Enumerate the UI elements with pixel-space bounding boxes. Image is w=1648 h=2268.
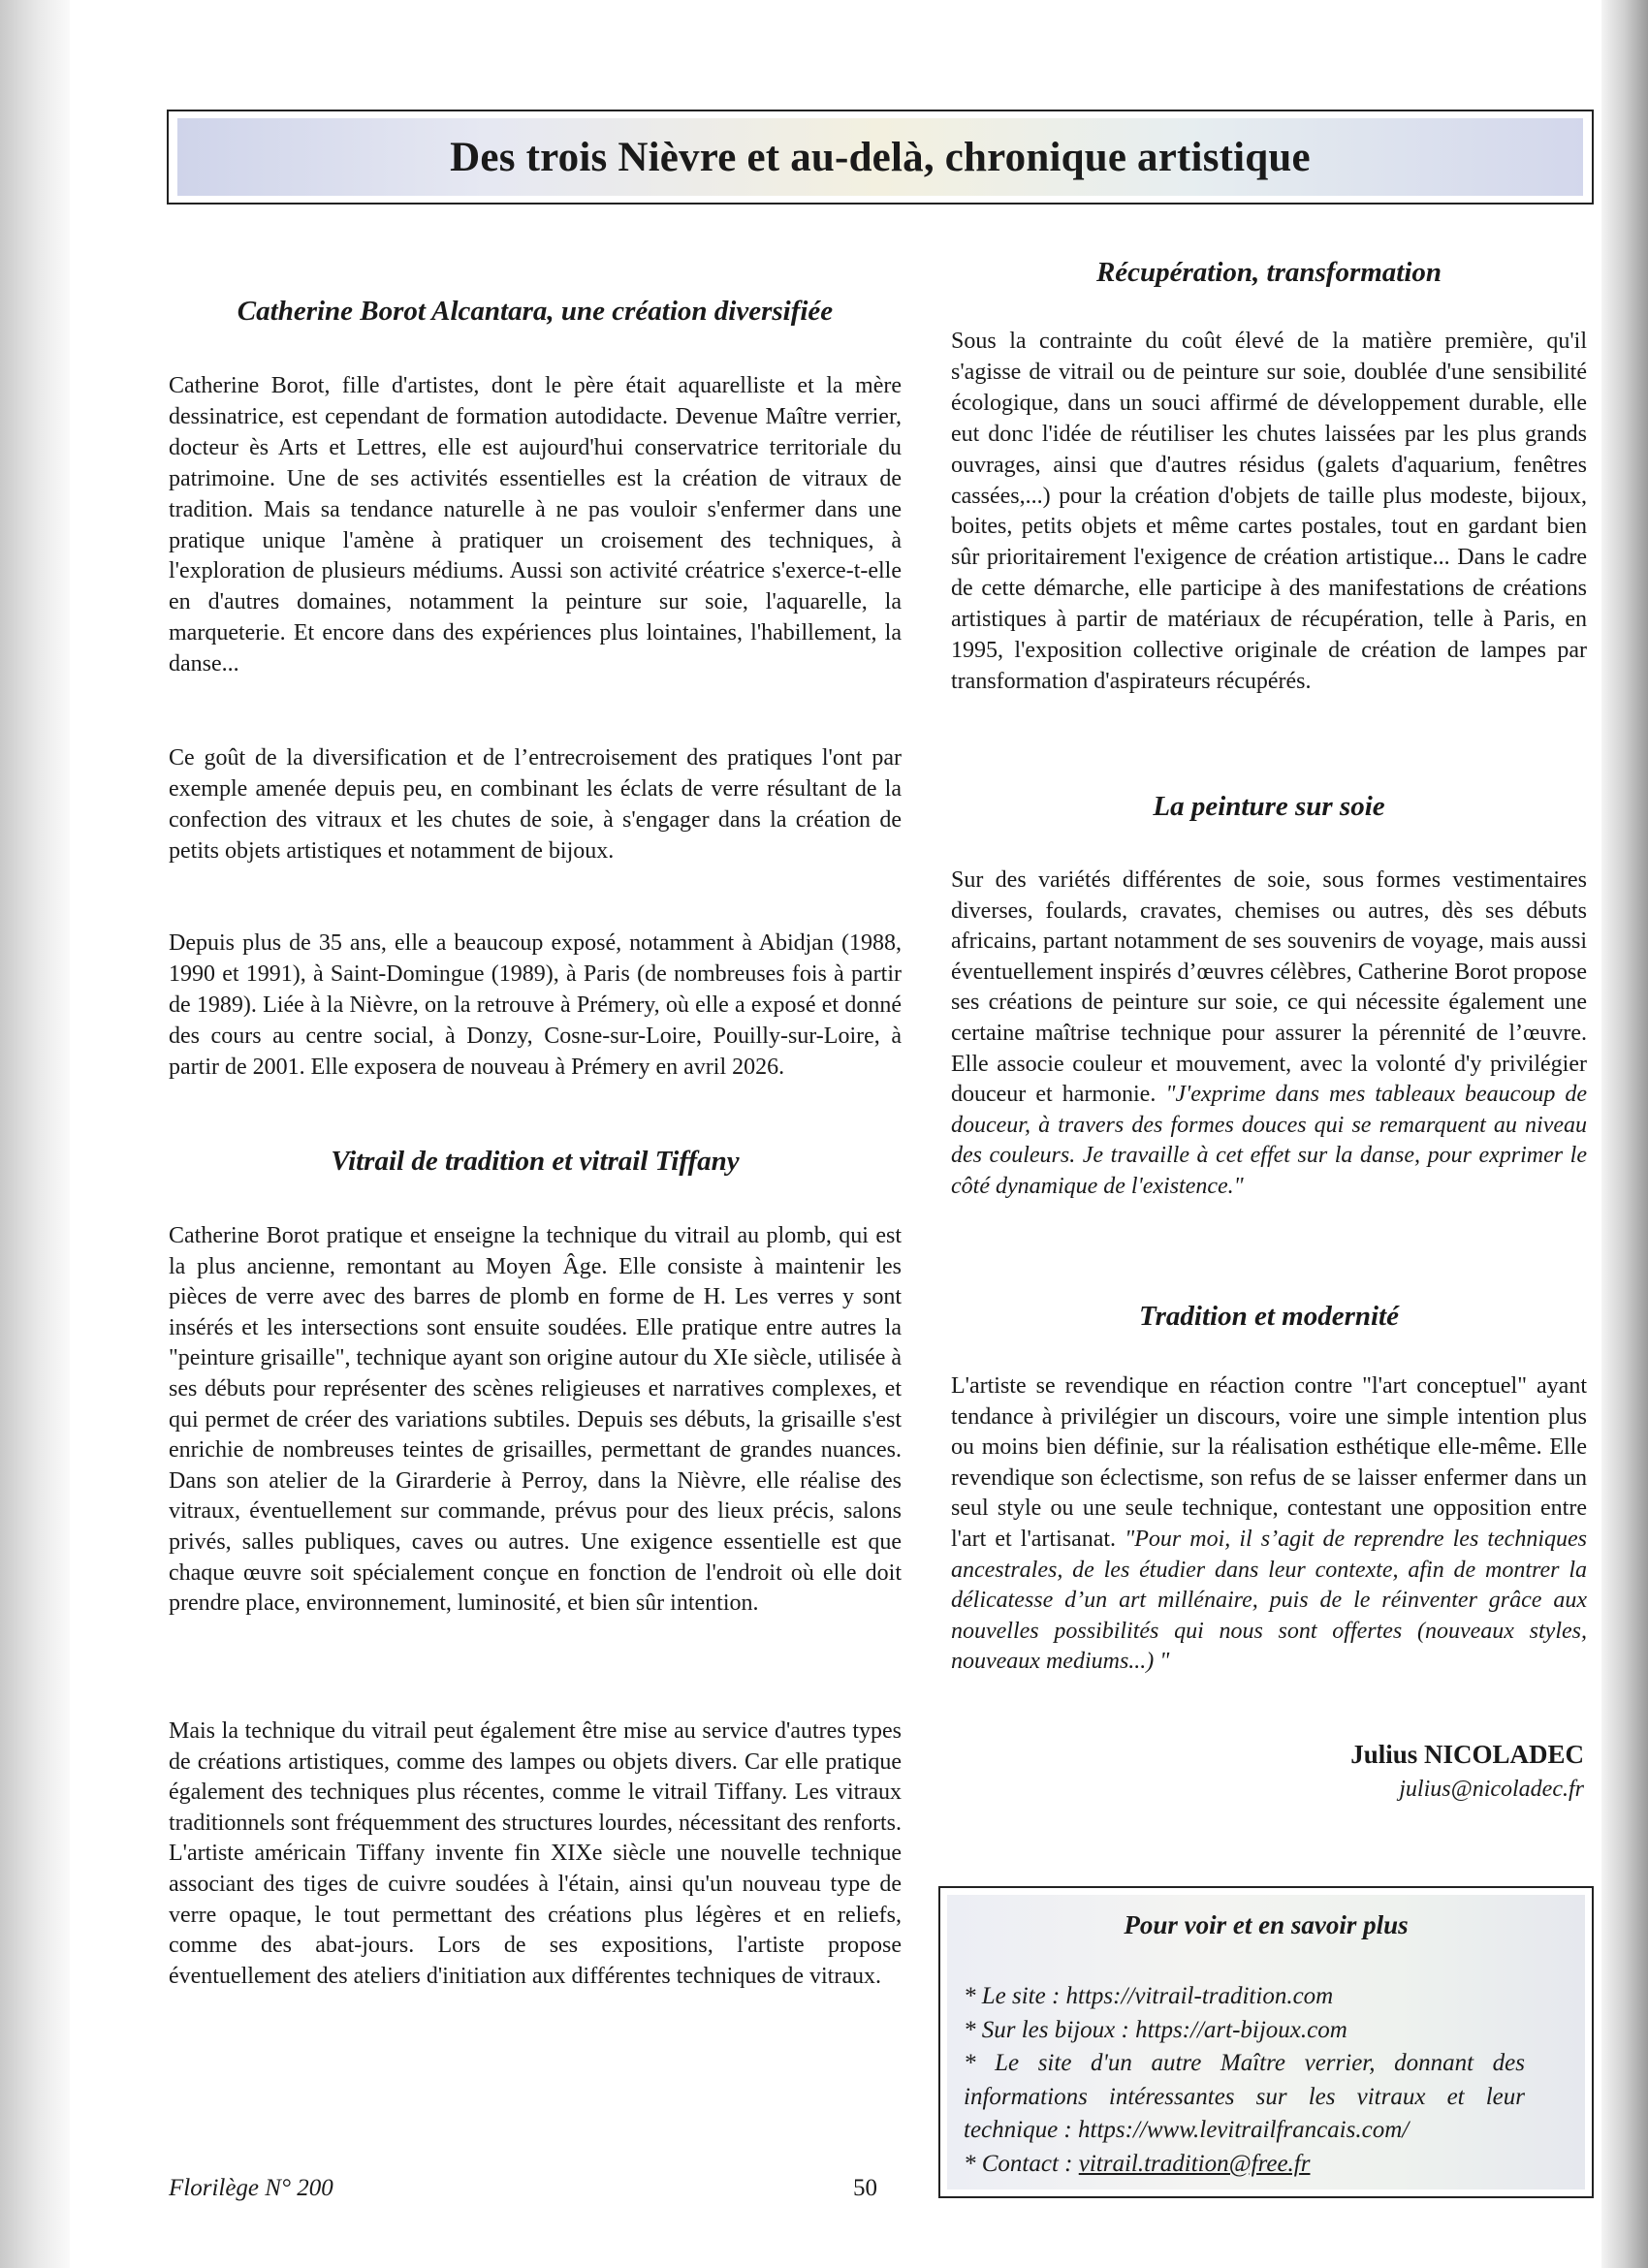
page-title: Des trois Nièvre et au-delà, chronique artistique [450,134,1311,180]
author-email: julius@nicoladec.fr [1399,1777,1584,1802]
paragraph-recuperation: Sous la contrainte du coût élevé de la matière première, qu'il s'agisse de vitrail ou de peinture sur soie, doublée d'une sensibilité écologique, dans un souci affirmé de développement durable, elle eut donc l'idée de réutiliser les chutes laissées par les plus grands ouvrages, ainsi que d'autres résidus (galets d'aquarium, fenêtres cassées,...) pour la création d'objets de taille plus modeste, bijoux, boites, petits objets et même cartes postales, tout en gardant bien sûr prioritairement l'exigence de création artistique... Dans le cadre de cette démarche, elle participe à des manifestations de créations artistiques à partir de matériaux de récupération, telle à Paris, en 1995, l'exposition collective originale de création de lampes par transformation d'aspirateurs récupérés. [951,329,1587,694]
paragraph-soie [951,866,1587,1203]
paragraph-vitrail-plomb: Catherine Borot pratique et enseigne la technique du vitrail au plomb, qui est la plus ancienne, remontant au Moyen Âge. Elle consiste à maintenir les pièces de verre avec des barres de plomb en forme de H. Les verres y sont insérés et les intersections sont ensuite soudées. Elle pratique entre autres la "peinture grisaille", technique ayant son origine autour du XIe siècle, utilisée à ses débuts pour représenter des scènes religieuses et narratives complexes, et qui permet de créer des variations subtiles. Depuis ses débuts, la grisaille s'est enrichie de nombreuses teintes de grisailles, permettant de grandes nuances. Dans son atelier de la Girarderie à Perroy, dans la Nièvre, elle réalise des vitraux, éventuellement sur commande, prévus pour des lieux précis, salons privés, salles publiques, caves ou autres. Une exigence essentielle est que chaque œuvre soit spécialement conçue en fonction de l'endroit où elle doit prendre place, environnement, luminosité, et bien sûr intention. [169,1223,903,1617]
title-frame [167,110,1594,205]
info-box-title: Pour voir et en savoir plus [1124,1910,1409,1939]
page-shadow-right [1601,0,1648,2268]
paragraph-soie-text: Sur des variétés différentes de soie, sous formes vestimentaires diverses, foulards, cravates, chemises ou autres, dès ses débuts africains, partant notamment de ses souvenirs de voyage, mais aussi éventuellement inspirés d’œuvres célèbres, Catherine Borot propose ses créations de peinture sur soie, ce qui nécessite également une certaine maîtrise technique pour assurer la pérennité de l’œuvre. Elle associe couleur et mouvement, avec la volonté d'y privilégier douceur et harmonie. [951,867,1587,1108]
info-box [938,1886,1594,2198]
section-heading-soie: La peinture sur soie [1153,791,1385,822]
section-heading-recuperation: Récupération, transformation [1095,257,1442,288]
paragraph-diversification: Ce goût de la diversification et de l’entrecroisement des pratiques l'ont par exemple amenée depuis peu, en combinant les éclats de verre résultant de la confection des vitraux et les chutes de soie, à s'engager dans la création de petits objets artistiques et notamment de bijoux. [169,745,902,864]
info-item-contact [964,2148,1525,2182]
author-name: Julius NICOLADEC [1350,1740,1584,1769]
paragraph-tradition [951,1371,1587,1678]
section-heading-tradition: Tradition et modernité [1139,1301,1399,1332]
paragraph-vitrail-tiffany: Mais la technique du vitrail peut également être mise au service d'autres types de créations artistiques, comme des lampes ou objets divers. Car elle pratique également des techniques plus récentes, comme le vitrail Tiffany. Les vitraux traditionnels sont fréquemment des structures lourdes, nécessitant des renforts. L'artiste américain Tiffany invente fin XIXe siècle une nouvelle technique associant des tiges de cuivre soudées à l'étain, ainsi qu'un nouveau type de verre opaque, le tout permettant des créations plus légères et en reliefs, comme des abat-jours. Lors de ses expositions, l'artiste propose éventuellement des ateliers d'initiation aux différentes techniques de vitraux. [169,1718,902,1989]
paragraph-tradition-text: L'artiste se revendique en réaction contre "l'art conceptuel" ayant tendance à privilégier un discours, voire une simple intention plus ou moins bien définie, sur la réalisation esthétique elle-même. Elle revendique son éclectisme, son refus de se laisser enfermer dans un seul style ou une seule technique, contestant une opposition entre l'art et l'artisanat. [951,1373,1587,1552]
info-item-site[interactable]: * Le site : https://vitrail-tradition.com [964,1983,1334,2009]
paragraph-expositions: Depuis plus de 35 ans, elle a beaucoup exposé, notamment à Abidjan (1988, 1990 et 1991), à Saint-Domingue (1989), à Paris (de nombreuses fois à partir de 1989). Liée à la Nièvre, on la retrouve à Prémery, où elle a exposé et donné des cours au centre social, à Donzy, Cosne-sur-Loire, Pouilly-sur-Loire, à partir de 2001. Elle exposera de nouveau à Prémery en avril 2026. [169,930,902,1080]
page-shadow-left [0,0,70,2268]
title-band [177,118,1583,196]
article-heading: Catherine Borot Alcantara, une création diversifiée [237,296,834,327]
paragraph-intro: Catherine Borot, fille d'artistes, dont le père était aquarelliste et la mère dessinatrice, est cependant de formation autodidacte. Devenue Maître verrier, docteur ès Arts et Lettres, elle est aujourd'hui conservatrice territoriale du patrimoine. Une de ses activités essentielles est la création de vitraux de tradition. Mais sa tendance naturelle à ne pas vouloir s'enfermer dans une pratique unique l'amène à pratiquer un croisement des techniques, à l'exploration de plusieurs médiums. Aussi son activité créatrice s'exerce-t-elle en d'autres domaines, notamment la peinture sur soie, l'aquarelle, la marqueterie. Et encore dans des expériences plus lointaines, l'habillement, la danse... [169,373,902,677]
info-item-bijoux[interactable]: * Sur les bijoux : https://art-bijoux.com [964,2016,1347,2043]
page-number: 50 [853,2175,877,2201]
info-item-maitre-verrier[interactable]: * Le site d'un autre Maître verrier, donnant des informations intéressantes sur les vitraux et leur technique : https://www.levitrailfrancais.com/ [964,2050,1525,2143]
info-box-list [964,1980,1525,2181]
section-heading-vitrail: Vitrail de tradition et vitrail Tiffany [331,1146,740,1177]
contact-label: * Contact : [964,2150,1079,2177]
paragraph-tradition-quote: "Pour moi, il s’agit de reprendre les techniques ancestrales, de les étudier dans leur contexte, afin de montrer la délicatesse d’un art millénaire, puis de le réinventer grâce aux nouvelles possibilités qui nous sont offertes (nouveaux styles, nouveaux mediums...) " [951,1526,1587,1675]
info-box-background [947,1895,1585,2189]
publication-name: Florilège N° 200 [169,2175,333,2201]
paragraph-soie-quote: "J'exprime dans mes tableaux beaucoup de douceur, à travers des formes douces qui se remarquent au niveau des couleurs. Je travaille à cet effet sur la danse, pour exprimer le côté dynamique de l'existence." [951,1082,1588,1199]
contact-email-link[interactable]: vitrail.tradition@free.fr [1078,2150,1311,2177]
